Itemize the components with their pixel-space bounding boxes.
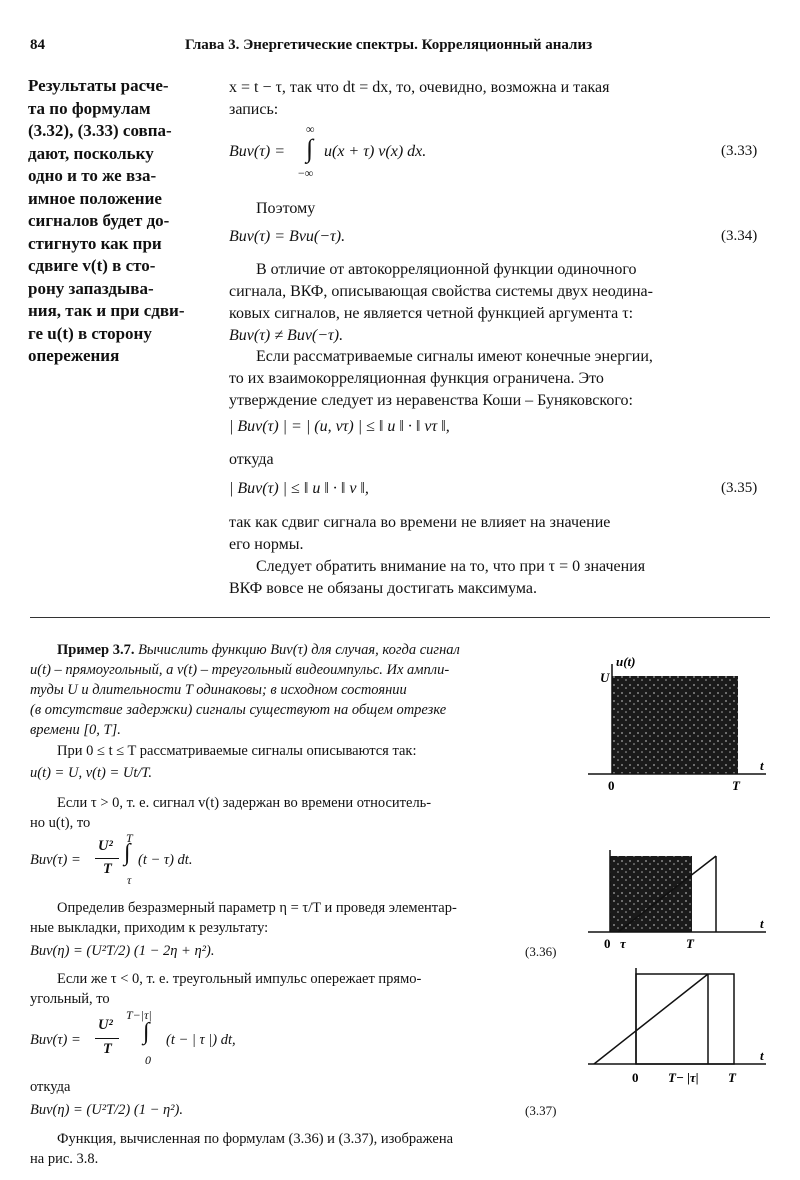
fig1-axis-label: t <box>760 758 764 773</box>
figure-1 <box>588 654 766 793</box>
example-desc: При 0 ≤ t ≤ T рассматриваемые сигналы описываются так: <box>57 743 417 759</box>
para1-line-1: В отличие от автокорреляционной функции одиночного <box>256 261 637 278</box>
fig3-t-mark: T <box>728 1070 736 1085</box>
example-delay-line-1: Если τ > 0, т. е. сигнал v(t) задержан во времени относитель- <box>57 795 432 811</box>
fig1-rect-signal <box>612 676 738 774</box>
int2-lower: 0 <box>145 1053 151 1067</box>
lead-line-1: Если же τ < 0, т. е. треугольный импульс опережает прямо- <box>57 971 422 987</box>
para3-line-1: так как сдвиг сигнала во времени не влияет на значение <box>229 514 611 531</box>
eq-3-33-integral: ∫ <box>306 134 314 163</box>
para2-line-3: утверждение следует из неравенства Коши – Буняковского: <box>229 392 633 409</box>
para2-line-2: то их взаимокорреляционная функция ограничена. Это <box>229 370 604 387</box>
int1-fraction-bar <box>95 858 119 859</box>
sidebar-line: опережения <box>28 346 120 365</box>
int1-lower: τ <box>127 873 132 887</box>
therefore-text: Поэтому <box>256 200 316 217</box>
example-task-line-4: (в отсутствие задержки) сигналы существуют на общем отрезке <box>30 702 447 718</box>
fig1-amp-label: U <box>600 670 610 685</box>
sidebar-line: одно и то же вза- <box>28 166 157 185</box>
sidebar-line: та по формулам <box>28 98 151 118</box>
example-signals: u(t) = U, v(t) = Ut/T. <box>30 765 152 781</box>
int2-lhs: Buv(τ) = <box>30 1032 81 1048</box>
eq-3-37-number: (3.37) <box>525 1103 557 1118</box>
para1-line-2: сигнала, ВКФ, описывающая свойства системы двух неодина- <box>229 283 653 300</box>
eq-3-33-lhs: Buv(τ) = <box>229 143 286 160</box>
example-task-line-3: туды U и длительности T одинаковы; в исходном состоянии <box>30 682 407 698</box>
sidebar-line: Результаты расче- <box>28 76 169 95</box>
int2-fraction-bar <box>95 1038 119 1039</box>
example-delay-line-2: но u(t), то <box>30 815 91 831</box>
int1-body: (t − τ) dt. <box>138 852 193 868</box>
sidebar-line: имное положение <box>28 188 162 208</box>
fig3-triangle-ramp <box>594 974 708 1064</box>
para3-line-2: его нормы. <box>229 536 304 553</box>
fig2-origin: 0 <box>604 936 611 951</box>
param-line-1: Определив безразмерный параметр η = τ/T и проведя элементар- <box>57 900 457 916</box>
fig3-t-mid: T− |τ| <box>668 1070 699 1085</box>
int1-numerator: U² <box>98 838 113 854</box>
section-divider <box>30 617 770 618</box>
sidebar-line: ния, так и при сдви- <box>28 301 185 320</box>
lead-line-2: угольный, то <box>30 991 110 1007</box>
chapter-title: Глава 3. Энергетические спектры. Корреляционный анализ <box>185 37 593 53</box>
eq-3-36-number: (3.36) <box>525 944 557 959</box>
int1-integral: ∫ <box>124 840 131 866</box>
para1-line-4: Buv(τ) ≠ Buv(−τ). <box>229 327 344 344</box>
sidebar-note <box>28 75 210 368</box>
eq-3-35: | Buv(τ) | ≤ ‖ u ‖ · ‖ v ‖, <box>229 480 369 497</box>
eq-3-35-number: (3.35) <box>721 480 758 496</box>
int1-upper: T <box>126 831 133 845</box>
sidebar-line: ге u(t) в сторону <box>28 323 152 343</box>
fig1-t-mark: T <box>732 778 740 793</box>
fig2-rect-signal <box>610 856 692 932</box>
eq-3-33-upper-limit: ∞ <box>306 122 315 136</box>
eq-3-34-number: (3.34) <box>721 228 758 244</box>
param-line-2: ные выкладки, приходим к результату: <box>30 920 269 936</box>
example-title: Пример 3.7. <box>57 642 135 658</box>
inequality-1: | Buv(τ) | = | (u, vτ) | ≤ ‖ u ‖ · ‖ vτ ‖, <box>229 418 450 435</box>
para4-line-1: Следует обратить внимание на то, что при τ = 0 значения <box>256 558 646 575</box>
eq-3-34: Buv(τ) = Bvu(−τ). <box>229 228 346 245</box>
whence-text: откуда <box>229 451 274 468</box>
sidebar-line: (3.32), (3.33) совпа- <box>28 121 172 140</box>
int2-upper: T−|τ| <box>126 1008 152 1022</box>
int2-body: (t − | τ |) dt, <box>166 1032 236 1048</box>
example-task-line-5: времени [0, T]. <box>30 722 121 738</box>
figure-3 <box>588 968 766 1085</box>
intro-line-1: x = t − τ, так что dt = dx, то, очевидно, возможна и такая <box>229 79 610 96</box>
figure-2 <box>588 850 766 951</box>
fig2-tau: τ <box>620 936 626 951</box>
para2-line-1: Если рассматриваемые сигналы имеют конечные энергии, <box>256 348 653 365</box>
final-line-2: на рис. 3.8. <box>30 1151 99 1167</box>
example-task-line-1 <box>57 640 567 660</box>
fig1-origin: 0 <box>608 778 615 793</box>
example-task-line-2: u(t) – прямоугольный, а v(t) – треугольный видеоимпульс. Их ампли- <box>30 662 450 678</box>
page-number: 84 <box>30 37 45 53</box>
fig1-ylabel: u(t) <box>616 654 636 669</box>
intro-line-2: запись: <box>229 101 279 118</box>
fig2-t-mark: T <box>686 936 694 951</box>
eq-3-36: Buv(η) = (U²T/2) (1 − 2η + η²). <box>30 943 215 959</box>
int2-denominator: T <box>103 1041 112 1057</box>
whence-text-2: откуда <box>30 1079 71 1095</box>
para1-line-3: ковых сигналов, не является четной функцией аргумента τ: <box>229 305 634 322</box>
int1-lhs: Buv(τ) = <box>30 852 81 868</box>
fig3-axis-label: t <box>760 1048 764 1063</box>
eq-3-33-rhs: u(x + τ) v(x) dx. <box>324 143 427 160</box>
int2-numerator: U² <box>98 1017 113 1033</box>
signal-figures <box>588 650 773 1170</box>
sidebar-line: сигналов будет до- <box>28 211 170 230</box>
int2-integral: ∫ <box>143 1019 150 1045</box>
sidebar-line: дают, поскольку <box>28 143 154 163</box>
sidebar-line: сдвиге v(t) в сто- <box>28 256 156 275</box>
sidebar-line: стигнуто как при <box>28 233 162 253</box>
sidebar-line: рону запаздыва- <box>28 278 154 298</box>
example-task-text-1: Вычислить функцию Buv(τ) для случая, когда сигнал <box>138 642 460 658</box>
para4-line-2: ВКФ вовсе не обязаны достигать максимума. <box>229 580 538 597</box>
eq-3-33-number: (3.33) <box>721 143 758 159</box>
fig2-axis-label: t <box>760 916 764 931</box>
eq-3-37: Buv(η) = (U²T/2) (1 − η²). <box>30 1102 183 1118</box>
eq-3-33-lower-limit: −∞ <box>298 166 314 180</box>
final-line-1: Функция, вычисленная по формулам (3.36) и (3.37), изображена <box>57 1131 454 1147</box>
int1-denominator: T <box>103 861 112 877</box>
fig3-origin: 0 <box>632 1070 639 1085</box>
